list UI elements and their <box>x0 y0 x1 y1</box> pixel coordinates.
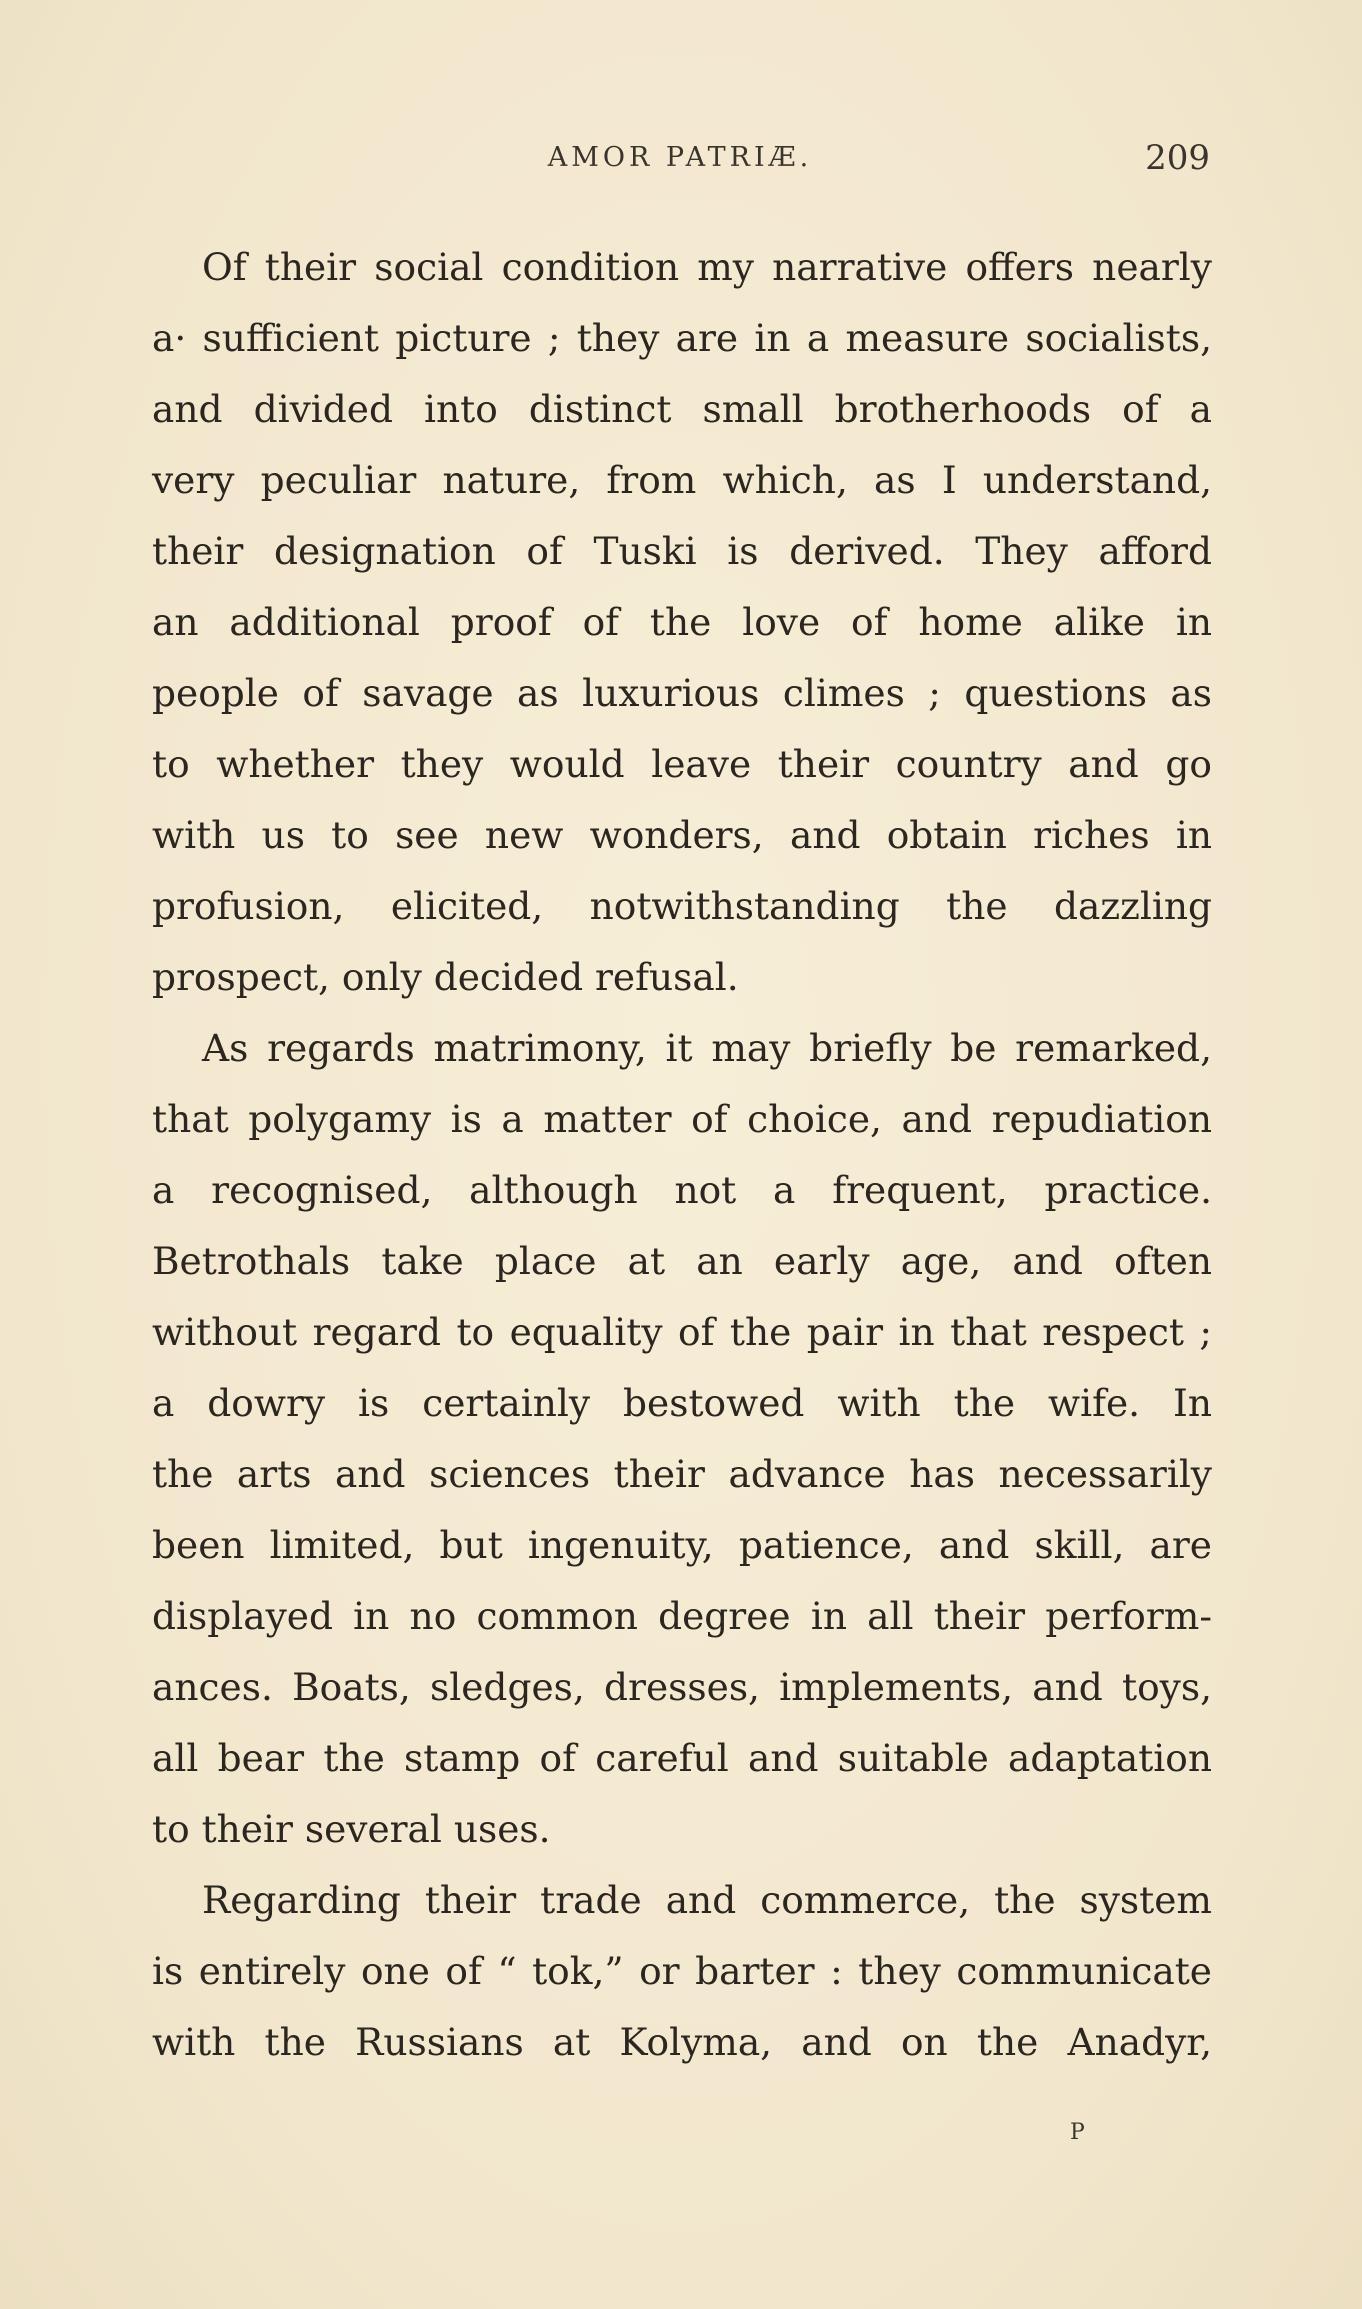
text-line: ances. Boats, sledges, dresses, implements, and toys, <box>152 1665 1212 1709</box>
text-line: an additional proof of the love of home alike in <box>152 600 1212 644</box>
text-line: people of savage as luxurious climes ; questions as <box>152 671 1212 715</box>
text-line: all bear the stamp of careful and suitable adaptation <box>152 1736 1212 1780</box>
text-line: to their several uses. <box>152 1807 551 1851</box>
text-line: their designation of Tuski is derived. They afford <box>152 529 1212 573</box>
text-line: Of their social condition my narrative offers nearly <box>202 245 1212 289</box>
text-line: a recognised, although not a frequent, practice. <box>152 1168 1212 1212</box>
running-head <box>150 138 1210 202</box>
text-line: that polygamy is a matter of choice, and repudiation <box>152 1097 1212 1141</box>
text-line: a dowry is certainly bestowed with the wife. In <box>152 1381 1212 1425</box>
text-line: the arts and sciences their advance has necessarily <box>152 1452 1212 1496</box>
text-line: Regarding their trade and commerce, the system <box>202 1878 1212 1922</box>
body-text <box>152 232 1212 2078</box>
text-line: to whether they would leave their country and go <box>152 742 1212 786</box>
text-line: Betrothals take place at an early age, and often <box>152 1239 1212 1283</box>
text-line: a· sufficient picture ; they are in a measure socialists, <box>152 316 1212 360</box>
text-line: very peculiar nature, from which, as I understand, <box>152 458 1212 502</box>
text-line: prospect, only decided refusal. <box>152 955 739 999</box>
text-line: is entirely one of “ tok,” or barter : they communicate <box>152 1949 1212 1993</box>
text-line: been limited, but ingenuity, patience, and skill, are <box>152 1523 1212 1567</box>
running-title: AMOR PATRIÆ. <box>547 142 813 173</box>
text-line: displayed in no common degree in all their perform- <box>152 1594 1212 1638</box>
text-line: As regards matrimony, it may briefly be remarked, <box>202 1026 1212 1070</box>
text-line: without regard to equality of the pair in that respect ; <box>152 1310 1212 1354</box>
text-line: profusion, elicited, notwithstanding the dazzling <box>152 884 1212 928</box>
page-number: 209 <box>1145 138 1210 178</box>
text-line: and divided into distinct small brotherhoods of a <box>152 387 1212 431</box>
text-line: with us to see new wonders, and obtain riches in <box>152 813 1212 857</box>
text-line: with the Russians at Kolyma, and on the Anadyr, <box>152 2020 1212 2064</box>
signature-mark: P <box>1070 2120 1087 2145</box>
